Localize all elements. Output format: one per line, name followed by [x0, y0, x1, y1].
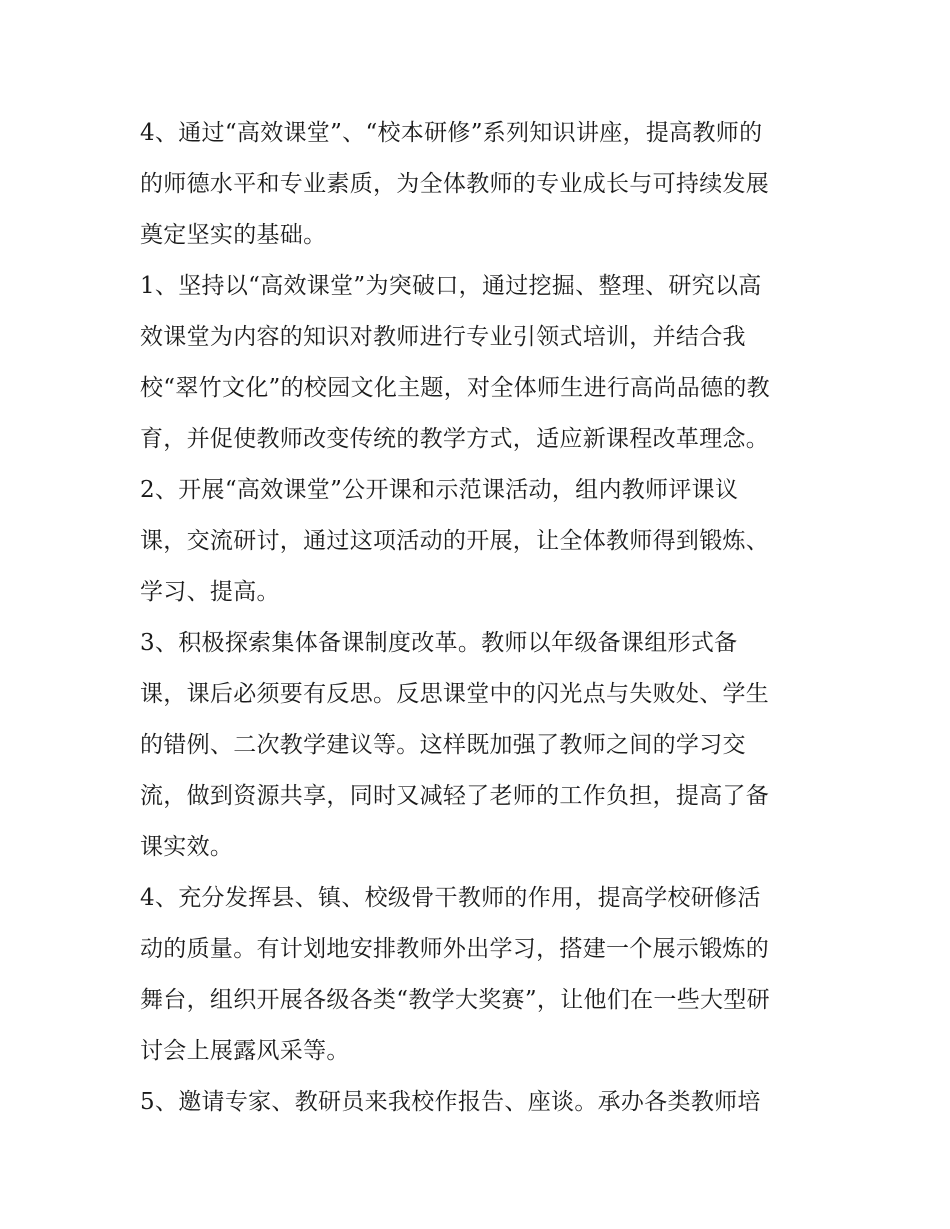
text-line: 的师德水平和专业素质，为全体教师的专业成长与可持续发展 [140, 171, 770, 197]
text-line: 学习、提高。 [140, 579, 280, 605]
text-line: 育，并促使教师改变传统的教学方式，适应新课程改革理念。 [140, 426, 770, 452]
text-line: 奠定坚实的基础。 [140, 222, 327, 248]
text-line: 课，课后必须要有反思。反思课堂中的闪光点与失败处、学生 [140, 681, 770, 707]
text-line: 3、积极探索集体备课制度改革。教师以年级备课组形式备 [140, 630, 738, 656]
document-body [140, 108, 815, 1128]
text-line: 2、开展“高效课堂”公开课和示范课活动，组内教师评课议 [140, 477, 739, 503]
text-line: 效课堂为内容的知识对教师进行专业引领式培训，并结合我 [140, 324, 746, 350]
text-line: 流，做到资源共享，同时又减轻了老师的工作负担，提高了备 [140, 783, 770, 809]
text-line: 课实效。 [140, 834, 234, 860]
text-line: 4、充分发挥县、镇、校级骨干教师的作用，提高学校研修活 [140, 885, 761, 911]
text-line: 的错例、二次教学建议等。这样既加强了教师之间的学习交 [140, 732, 746, 758]
text-line: 讨会上展露风采等。 [140, 1038, 350, 1064]
text-line: 课，交流研讨，通过这项活动的开展，让全体教师得到锻炼、 [140, 528, 770, 554]
text-line: 1、坚持以“高效课堂”为突破口，通过挖掘、整理、研究以高 [140, 273, 762, 299]
text-line: 舞台，组织开展各级各类“教学大奖赛”，让他们在一些大型研 [140, 987, 770, 1013]
text-line: 动的质量。有计划地安排教师外出学习，搭建一个展示锻炼的 [140, 936, 770, 962]
text-line: 4、通过“高效课堂”、“校本研修”系列知识讲座，提高教师的 [140, 120, 763, 146]
text-line: 校“翠竹文化”的校园文化主题，对全体师生进行高尚品德的教 [140, 375, 770, 401]
text-line: 5、邀请专家、教研员来我校作报告、座谈。承办各类教师培 [140, 1089, 761, 1115]
